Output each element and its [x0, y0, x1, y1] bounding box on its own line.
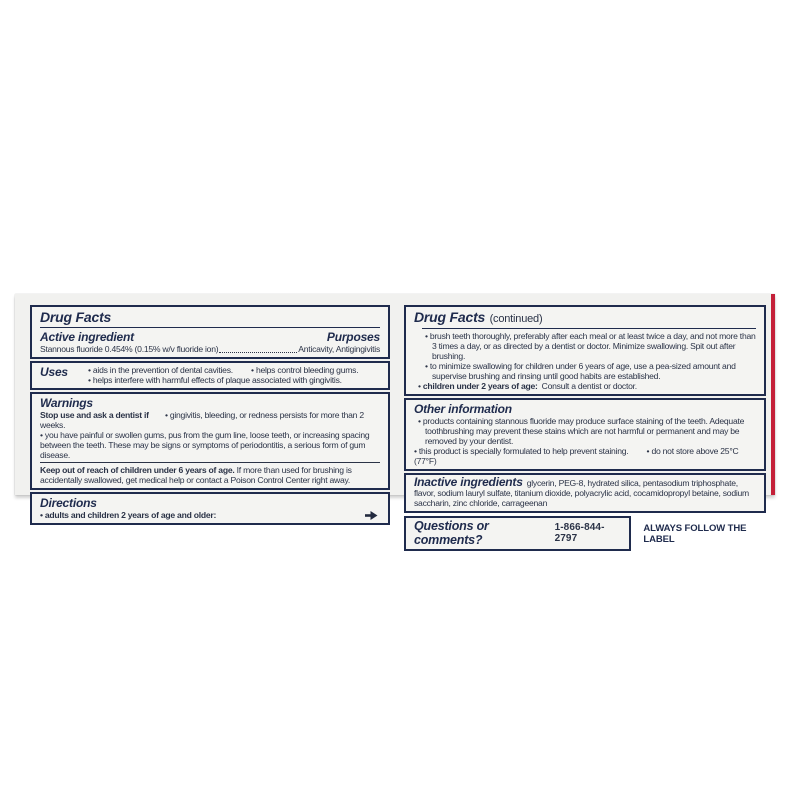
- always-follow-label: ALWAYS FOLLOW THE LABEL: [643, 522, 747, 545]
- section-drug-facts-continued: [404, 305, 766, 396]
- questions-box: [404, 516, 631, 551]
- continued-title-row: [414, 309, 756, 327]
- section-directions: [30, 492, 390, 525]
- keep-out-of-reach-line: [40, 465, 380, 485]
- drug-facts-label: [15, 294, 775, 547]
- active-ingredient-value: Stannous fluoride 0.454% (0.15% w/v fluoride ion): [40, 344, 219, 354]
- keep-out-rest: If more than used for brushing is accidentally swallowed, get medical help or contact a Poison Control Center right away.: [40, 465, 352, 485]
- inactive-ingredients-heading: Inactive ingredients: [414, 475, 523, 489]
- other-bullet-2: • this product is specially formulated to help prevent staining.: [414, 446, 628, 456]
- label-columns: [30, 305, 766, 547]
- uses-heading: Uses: [40, 365, 68, 379]
- divider: [422, 328, 756, 329]
- other-bullet-line2: [414, 446, 756, 466]
- continued-bullet-1: • brush teeth thoroughly, preferably after each meal or at least twice a day, and not more than 3 times a day, or as directed by a dentist or doctor. Minimize swallowing. Spit out after brushing.: [421, 331, 756, 361]
- purposes-heading: Purposes: [326, 330, 380, 344]
- warnings-divider: [40, 462, 380, 463]
- right-column: [404, 305, 766, 547]
- section-active-ingredient: [30, 305, 390, 359]
- other-information-heading: Other information: [414, 402, 512, 416]
- continued-arrow-icon: [365, 511, 378, 520]
- directions-heading: Directions: [40, 496, 97, 510]
- drug-facts-title: Drug Facts: [40, 309, 112, 325]
- directions-row: [40, 510, 380, 520]
- left-column: [30, 305, 390, 520]
- other-bullet-1: • products containing stannous fluoride may produce surface staining of the teeth. Adequate toothbrushing may prevent these stains which are not harmful or permanent and may be removed by your dentist.: [414, 416, 756, 446]
- stop-use-line: [40, 410, 380, 430]
- section-warnings: [30, 392, 390, 490]
- directions-bullet: • adults and children 2 years of age and older:: [40, 510, 216, 520]
- active-purposes-header-row: [40, 330, 380, 344]
- uses-content: [40, 365, 380, 385]
- stop-use-bullet-2: • you have painful or swollen gums, pus from the gum line, loose teeth, or increasing spacing between the teeth. These may be signs or symptoms of periodontitis, a serious form of gum disease.: [40, 430, 369, 460]
- section-other-information: [404, 398, 766, 471]
- questions-phone-number: 1-866-844-2797: [554, 522, 605, 544]
- active-ingredient-row: [40, 344, 380, 354]
- warnings-heading: Warnings: [40, 396, 93, 410]
- uses-bullet-2: • helps control bleeding gums.: [251, 365, 358, 375]
- continued-bullet-2: • to minimize swallowing for children under 6 years of age, use a pea-sized amount and supervise brushing and rinsing until good habits are established.: [421, 361, 756, 381]
- uses-bullets: [88, 365, 358, 385]
- stop-use-bullet-2-line: [40, 430, 380, 460]
- stop-use-lead: Stop use and ask a dentist if: [40, 410, 149, 420]
- continued-bullet-3: [414, 381, 756, 391]
- inactive-ingredients-text-block: [414, 477, 756, 508]
- inactive-ingredients-list: glycerin, PEG-8, hydrated silica, pentasodium triphosphate, flavor, sodium lauryl sulfate, titanium dioxide, polyacrylic acid, cocamidopropyl betaine, sodium saccharin, zinc chloride, carrageenan: [414, 478, 749, 508]
- other-bullet-3: • do not store above 25°C (77°F): [414, 446, 738, 466]
- uses-bullet-line2: [88, 375, 358, 385]
- section-inactive-ingredients: [404, 473, 766, 513]
- stop-use-bullet-1: • gingivitis, bleeding, or redness persists for more than 2 weeks.: [40, 410, 364, 430]
- active-ingredient-heading: Active ingredient: [40, 330, 134, 344]
- questions-label: Questions or comments?: [414, 519, 489, 547]
- uses-bullet-line1: [88, 365, 358, 375]
- uses-bullet-3: • helps interfere with harmful effects of plaque associated with gingivitis.: [88, 375, 342, 385]
- drug-facts-continued-title: Drug Facts: [414, 309, 486, 325]
- dotted-leader: [219, 352, 297, 353]
- purpose-value: Anticavity, Antigingivitis: [298, 344, 380, 354]
- section-uses: [30, 361, 390, 390]
- children-under-2-rest: Consult a dentist or doctor.: [541, 381, 637, 391]
- uses-bullet-1: • aids in the prevention of dental cavities.: [88, 365, 233, 375]
- children-under-2-lead: children under 2 years of age:: [422, 381, 538, 391]
- divider: [40, 327, 380, 328]
- keep-out-lead: Keep out of reach of children under 6 years of age.: [40, 465, 235, 475]
- footer-row: [404, 516, 766, 551]
- continued-suffix: (continued): [489, 313, 543, 325]
